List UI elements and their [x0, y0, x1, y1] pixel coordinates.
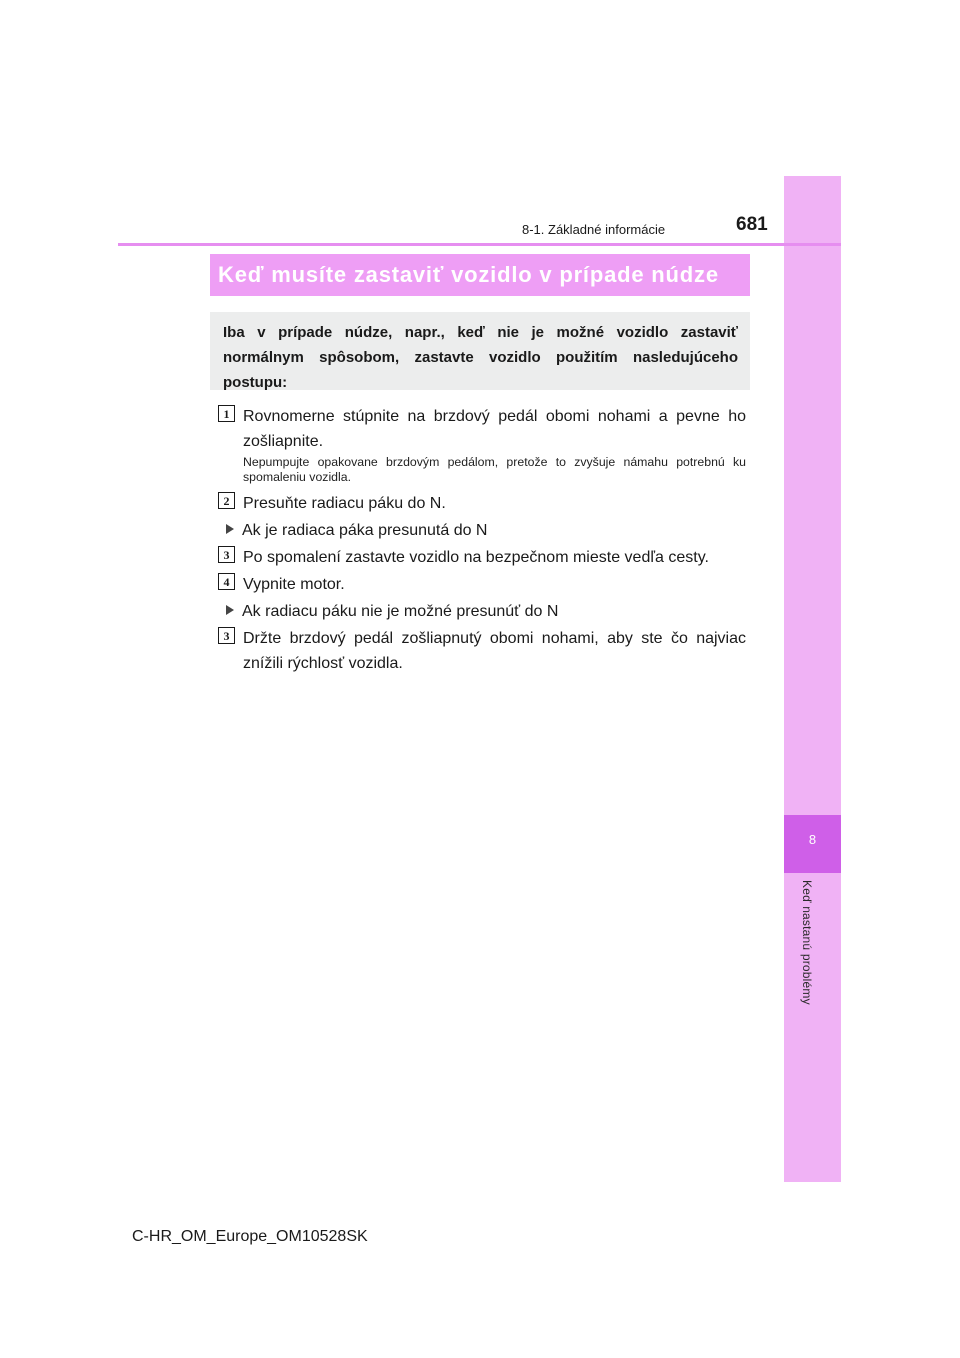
step-3-text: Po spomalení zastavte vozidlo na bezpečnom mieste vedľa cesty. [243, 549, 709, 566]
condition-n [226, 518, 487, 543]
condition-text: Ak radiacu páku nie je možné presunúť do N [242, 603, 559, 620]
page-number: 681 [736, 214, 768, 235]
step-2-text: Presuňte radiacu páku do N. [243, 495, 446, 512]
triangle-bullet-icon [226, 605, 234, 615]
step-number-3: 3 [218, 546, 235, 563]
step-number-4: 4 [218, 573, 235, 590]
chapter-title: Keď nastanú problémy [800, 880, 814, 1005]
step-1-note: Nepumpujte opakovane brzdovým pedálom, pretože to zvyšuje námahu potrebnú ku spomaleniu vozidla. [243, 455, 746, 484]
triangle-bullet-icon [226, 524, 234, 534]
condition-not-n [226, 599, 558, 624]
page-title: Keď musíte zastaviť vozidlo v prípade núdze [210, 254, 750, 296]
step-number-1: 1 [218, 405, 235, 422]
chapter-number: 8 [808, 832, 817, 847]
intro-box: Iba v prípade núdze, napr., keď nie je možné vozidlo zastaviť normálnym spôsobom, zastavte vozidlo použitím nasledujúceho postupu: [210, 312, 750, 390]
condition-text: Ak je radiaca páka presunutá do N [242, 522, 488, 539]
step-number-3b: 3 [218, 627, 235, 644]
step-3b-text: Držte brzdový pedál zošliapnutý obomi nohami, aby ste čo najviac znížili rýchlosť vozidla. [243, 630, 746, 672]
header-divider [118, 243, 841, 246]
step-number-2: 2 [218, 492, 235, 509]
step-1-text: Rovnomerne stúpnite na brzdový pedál obomi nohami a pevne ho zošliapnite. [243, 408, 746, 450]
footer-doc-id: C-HR_OM_Europe_OM10528SK [132, 1228, 368, 1245]
section-title: 8-1. Základné informácie [522, 222, 666, 237]
chapter-side-tab [784, 176, 841, 1182]
step-4-text: Vypnite motor. [243, 576, 345, 593]
